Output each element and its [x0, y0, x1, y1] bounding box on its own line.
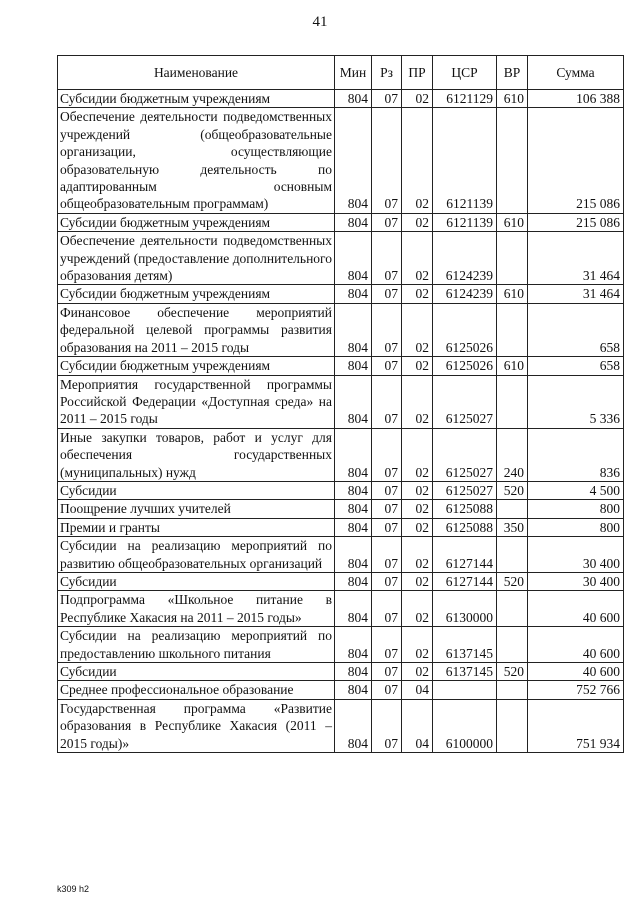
- cell-vr: 520: [497, 572, 528, 590]
- table-row: [58, 375, 624, 428]
- cell-sum: 31 464: [528, 285, 624, 303]
- cell-pr: 02: [402, 663, 433, 681]
- cell-vr: [497, 500, 528, 518]
- cell-name: Финансовое обеспечение мероприятий федеральной целевой программы развития образования на 2011 – 2015 годы: [58, 303, 335, 356]
- table-row: [58, 303, 624, 356]
- cell-rz: 07: [372, 232, 402, 285]
- cell-rz: 07: [372, 627, 402, 663]
- cell-pr: 02: [402, 537, 433, 573]
- cell-min: 804: [335, 285, 372, 303]
- cell-min: 804: [335, 481, 372, 499]
- table-row: [58, 108, 624, 213]
- cell-pr: 02: [402, 285, 433, 303]
- cell-sum: 658: [528, 357, 624, 375]
- cell-pr: 02: [402, 500, 433, 518]
- cell-name: Субсидии бюджетным учреждениям: [58, 213, 335, 231]
- table-row: [58, 428, 624, 481]
- cell-rz: 07: [372, 428, 402, 481]
- cell-min: 804: [335, 303, 372, 356]
- cell-name: Подпрограмма «Школьное питание в Республике Хакасия на 2011 – 2015 годы»: [58, 591, 335, 627]
- cell-vr: 610: [497, 90, 528, 108]
- cell-name: Государственная программа «Развитие образования в Республике Хакасия (2011 – 2015 годы)»: [58, 699, 335, 752]
- cell-pr: 02: [402, 232, 433, 285]
- cell-rz: 07: [372, 108, 402, 213]
- cell-name: Субсидии на реализацию мероприятий по предоставлению школьного питания: [58, 627, 335, 663]
- cell-pr: 02: [402, 375, 433, 428]
- cell-name: Субсидии бюджетным учреждениям: [58, 357, 335, 375]
- cell-rz: 07: [372, 591, 402, 627]
- cell-csr: 6137145: [433, 663, 497, 681]
- cell-csr: 6125088: [433, 518, 497, 536]
- cell-csr: 6125088: [433, 500, 497, 518]
- cell-name: Обеспечение деятельности подведомственных учреждений (общеобразовательные организации, осуществляющие образовательную деятельность по адаптированным основным общеобразовательным программам): [58, 108, 335, 213]
- cell-pr: 02: [402, 90, 433, 108]
- cell-name: Премии и гранты: [58, 518, 335, 536]
- budget-table: [57, 55, 624, 753]
- cell-rz: 07: [372, 572, 402, 590]
- cell-pr: 02: [402, 108, 433, 213]
- table-row: [58, 518, 624, 536]
- table-row: [58, 591, 624, 627]
- cell-pr: 02: [402, 303, 433, 356]
- cell-sum: 215 086: [528, 108, 624, 213]
- cell-min: 804: [335, 591, 372, 627]
- cell-rz: 07: [372, 303, 402, 356]
- cell-pr: 02: [402, 591, 433, 627]
- cell-sum: 30 400: [528, 537, 624, 573]
- table-row: [58, 572, 624, 590]
- header-csr: ЦСР: [433, 56, 497, 90]
- cell-csr: 6121129: [433, 90, 497, 108]
- table-row: [58, 481, 624, 499]
- cell-min: 804: [335, 108, 372, 213]
- cell-min: 804: [335, 500, 372, 518]
- cell-vr: [497, 108, 528, 213]
- cell-name: Иные закупки товаров, работ и услуг для обеспечения государственных (муниципальных) нужд: [58, 428, 335, 481]
- cell-vr: 520: [497, 663, 528, 681]
- cell-sum: 800: [528, 500, 624, 518]
- cell-sum: 106 388: [528, 90, 624, 108]
- cell-rz: 07: [372, 481, 402, 499]
- header-row: [58, 56, 624, 90]
- cell-pr: 04: [402, 681, 433, 699]
- cell-rz: 07: [372, 681, 402, 699]
- cell-min: 804: [335, 699, 372, 752]
- cell-name: Субсидии на реализацию мероприятий по развитию общеобразовательных организаций: [58, 537, 335, 573]
- cell-min: 804: [335, 213, 372, 231]
- cell-rz: 07: [372, 518, 402, 536]
- table-row: [58, 537, 624, 573]
- cell-rz: 07: [372, 285, 402, 303]
- cell-vr: [497, 591, 528, 627]
- cell-csr: 6124239: [433, 232, 497, 285]
- cell-sum: 5 336: [528, 375, 624, 428]
- cell-name: Обеспечение деятельности подведомственных учреждений (предоставление дополнительного образования детям): [58, 232, 335, 285]
- cell-rz: 07: [372, 699, 402, 752]
- cell-pr: 02: [402, 481, 433, 499]
- cell-sum: 40 600: [528, 627, 624, 663]
- cell-min: 804: [335, 90, 372, 108]
- cell-vr: 610: [497, 285, 528, 303]
- header-min: Мин: [335, 56, 372, 90]
- cell-rz: 07: [372, 375, 402, 428]
- cell-pr: 02: [402, 627, 433, 663]
- cell-csr: 6125026: [433, 303, 497, 356]
- table-row: [58, 500, 624, 518]
- cell-name: Субсидии: [58, 481, 335, 499]
- cell-vr: [497, 375, 528, 428]
- cell-min: 804: [335, 627, 372, 663]
- cell-vr: [497, 232, 528, 285]
- cell-sum: 752 766: [528, 681, 624, 699]
- cell-pr: 02: [402, 518, 433, 536]
- cell-rz: 07: [372, 90, 402, 108]
- cell-csr: 6121139: [433, 213, 497, 231]
- header-vr: ВР: [497, 56, 528, 90]
- cell-min: 804: [335, 537, 372, 573]
- cell-vr: [497, 303, 528, 356]
- cell-sum: 30 400: [528, 572, 624, 590]
- cell-sum: 836: [528, 428, 624, 481]
- cell-sum: 215 086: [528, 213, 624, 231]
- cell-name: Среднее профессиональное образование: [58, 681, 335, 699]
- cell-csr: 6121139: [433, 108, 497, 213]
- cell-vr: 240: [497, 428, 528, 481]
- table-row: [58, 213, 624, 231]
- cell-name: Поощрение лучших учителей: [58, 500, 335, 518]
- table-row: [58, 699, 624, 752]
- cell-vr: [497, 537, 528, 573]
- cell-name: Субсидии бюджетным учреждениям: [58, 90, 335, 108]
- cell-csr: 6100000: [433, 699, 497, 752]
- cell-sum: 658: [528, 303, 624, 356]
- table-row: [58, 285, 624, 303]
- cell-sum: 40 600: [528, 591, 624, 627]
- cell-pr: 04: [402, 699, 433, 752]
- cell-sum: 751 934: [528, 699, 624, 752]
- header-pr: ПР: [402, 56, 433, 90]
- cell-csr: 6127144: [433, 572, 497, 590]
- cell-vr: 610: [497, 357, 528, 375]
- cell-vr: [497, 699, 528, 752]
- cell-vr: 350: [497, 518, 528, 536]
- cell-min: 804: [335, 681, 372, 699]
- cell-sum: 40 600: [528, 663, 624, 681]
- cell-csr: 6125026: [433, 357, 497, 375]
- cell-rz: 07: [372, 213, 402, 231]
- cell-min: 804: [335, 572, 372, 590]
- cell-rz: 07: [372, 500, 402, 518]
- cell-vr: 520: [497, 481, 528, 499]
- cell-pr: 02: [402, 428, 433, 481]
- cell-name: Субсидии бюджетным учреждениям: [58, 285, 335, 303]
- cell-csr: 6125027: [433, 375, 497, 428]
- page-number: 41: [312, 14, 328, 30]
- cell-rz: 07: [372, 537, 402, 573]
- header-name: Наименование: [58, 56, 335, 90]
- cell-csr: 6124239: [433, 285, 497, 303]
- table-row: [58, 627, 624, 663]
- cell-csr: 6130000: [433, 591, 497, 627]
- cell-rz: 07: [372, 663, 402, 681]
- cell-pr: 02: [402, 357, 433, 375]
- table-row: [58, 681, 624, 699]
- cell-name: Субсидии: [58, 572, 335, 590]
- header-sum: Сумма: [528, 56, 624, 90]
- cell-pr: 02: [402, 572, 433, 590]
- cell-min: 804: [335, 518, 372, 536]
- table-row: [58, 90, 624, 108]
- table-row: [58, 663, 624, 681]
- cell-min: 804: [335, 232, 372, 285]
- cell-min: 804: [335, 663, 372, 681]
- cell-sum: 4 500: [528, 481, 624, 499]
- cell-vr: [497, 681, 528, 699]
- cell-vr: 610: [497, 213, 528, 231]
- cell-min: 804: [335, 375, 372, 428]
- cell-csr: 6127144: [433, 537, 497, 573]
- cell-min: 804: [335, 428, 372, 481]
- cell-csr: 6125027: [433, 481, 497, 499]
- cell-name: Мероприятия государственной программы Российской Федерации «Доступная среда» на 2011 – 2015 годы: [58, 375, 335, 428]
- cell-csr: 6137145: [433, 627, 497, 663]
- table-row: [58, 357, 624, 375]
- cell-csr: [433, 681, 497, 699]
- document-code: k309 h2: [57, 884, 90, 894]
- cell-sum: 31 464: [528, 232, 624, 285]
- cell-name: Субсидии: [58, 663, 335, 681]
- cell-min: 804: [335, 357, 372, 375]
- cell-pr: 02: [402, 213, 433, 231]
- cell-vr: [497, 627, 528, 663]
- cell-csr: 6125027: [433, 428, 497, 481]
- cell-sum: 800: [528, 518, 624, 536]
- table-row: [58, 232, 624, 285]
- cell-rz: 07: [372, 357, 402, 375]
- header-rz: Рз: [372, 56, 402, 90]
